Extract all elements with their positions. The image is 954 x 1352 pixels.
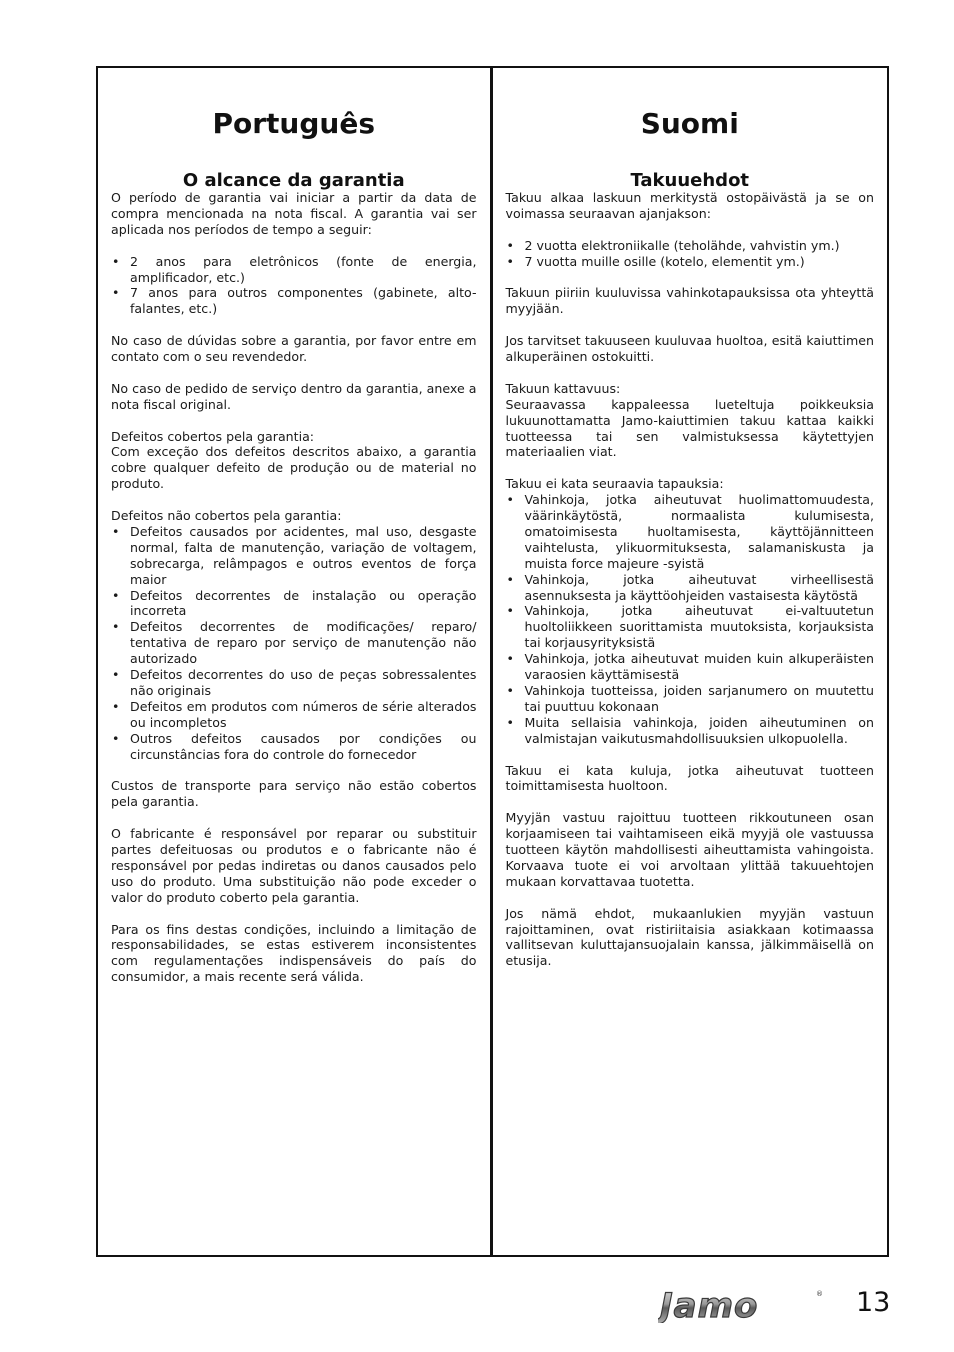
spacer	[506, 747, 875, 763]
bullet-list	[111, 254, 477, 318]
bullet-item: • Vahinkoja, jotka aiheutuvat huolimattomuudesta, väärinkäytöstä, normaalista kulumisesta, omatoimisesta huoltamisesta, käyttöjännitteen vaihtelusta, ylikuormituksesta, salamaniskusta ja muista force majeure -syistä	[506, 492, 875, 572]
bullet-item: • Defeitos decorrentes do uso de peças sobressalentes não originais	[111, 667, 477, 699]
paragraph: No caso de pedido de serviço dentro da garantia, anexe a nota fiscal original.	[111, 380, 477, 412]
spacer	[111, 763, 477, 779]
spacer	[111, 413, 477, 429]
bullet-item: • 7 anos para outros componentes (gabinete, alto-falantes, etc.)	[111, 285, 477, 317]
paragraph: Myyjän vastuu rajoittuu tuotteen rikkoutuneen osan korjaamiseen tai vaihtamiseen eikä myyjä ole vastuussa tuotteen käytön mahdollisesti aiheuttamista vahingoista. Korvaava tuote ei voi arvoltaan ylittää takuuehtojen mukaan korvattavaa tuotetta.	[505, 810, 874, 889]
warranty-frame	[96, 66, 889, 1257]
spacer	[111, 238, 477, 254]
paragraph: O período de garantia vai iniciar a partir da data de compra mencionada na nota fiscal. A garantia vai ser aplicada nos períodos de tempo a seguir:	[111, 190, 477, 237]
paragraph: Takuu ei kata kuluja, jotka aiheutuvat tuotteen toimittamisesta huoltoon.	[505, 762, 874, 794]
bullet-item: • Vahinkoja, jotka aiheutuvat muiden kuin alkuperäisten varaosien käyttämisestä	[506, 651, 875, 683]
bullet-item: • Defeitos em produtos com números de série alterados ou incompletos	[111, 699, 477, 731]
finnish-column	[493, 68, 888, 1255]
spacer	[506, 270, 875, 286]
bullet-item: • 2 vuotta elektroniikalle (teholähde, vahvistin ym.)	[506, 238, 875, 254]
paragraph: Takuun piiriin kuuluvissa vahinkotapauksissa ota yhteyttä myyjään.	[505, 285, 874, 317]
paragraph: Custos de transporte para serviço não estão cobertos pela garantia.	[111, 778, 477, 810]
portuguese-column	[98, 68, 493, 1255]
spacer	[506, 890, 875, 906]
paragraph: Para os fins destas condições, incluindo a limitação de responsabilidades, se estas estiverem inconsistentes com regulamentações indispensáveis do país do consumidor, a mais recente será válida.	[111, 921, 477, 985]
bullet-list	[111, 524, 477, 763]
bullet-item: • Vahinkoja, jotka aiheutuvat ei-valtuutetun huoltoliikkeen suorittamista muutoksista, korjauksista tai korjausyrityksistä	[506, 603, 875, 651]
spacer	[111, 906, 477, 922]
paragraph: O fabricante é responsável por reparar ou substituir partes defeituosas ou produtos e o fabricante não é responsável por pedas indiretas ou danos causados pelo uso do produto. Uma substituição não pode exceder o valor do produto coberto pela garantia.	[111, 826, 477, 905]
jamo-logo	[658, 1287, 824, 1327]
finnish-body	[506, 190, 875, 969]
spacer	[111, 317, 477, 333]
paragraph: Defeitos cobertos pela garantia:	[111, 428, 315, 444]
paragraph: Jos nämä ehdot, mukaanlukien myyjän vastuun rajoittaminen, ovat ristiriitaisia asiakkaan kotimaassa vallitsevan kuluttajansuojalain kanssa, jälkimmäisellä on etusija.	[505, 905, 874, 969]
spacer	[506, 222, 875, 238]
spacer	[506, 317, 875, 333]
bullet-item: • Vahinkoja tuotteissa, joiden sarjanumero on muutettu tai puuttuu kokonaan	[506, 683, 875, 715]
paragraph: Jos tarvitset takuuseen kuuluvaa huoltoa, esitä kaiuttimen alkuperäinen ostokuitti.	[505, 333, 874, 365]
bullet-item: • Outros defeitos causados por condições ou circunstâncias fora do controle do fornecedor	[111, 731, 477, 763]
paragraph: Seuraavassa kappaleessa lueteltuja poikkeuksia lukuunottamatta Jamo-kaiuttimien takuu kattaa kaikki tuotteessa tai sen valmistuksessa käytettyjen materiaalien viat.	[505, 396, 874, 460]
jamo-logo-mark	[658, 1287, 824, 1323]
bullet-list	[506, 238, 875, 270]
spacer	[506, 460, 875, 476]
paragraph: Takuun kattavuus:	[505, 380, 621, 396]
bullet-list	[506, 492, 875, 747]
paragraph: Defeitos não cobertos pela garantia:	[111, 508, 342, 524]
spacer	[111, 810, 477, 826]
spacer	[506, 365, 875, 381]
page-number: 13	[856, 1287, 891, 1318]
bullet-item: • Defeitos causados por acidentes, mal uso, desgaste normal, falta de manutenção, variação de voltagem, sobrecarga, relâmpagos e outros eventos de força maior	[111, 524, 477, 588]
svg-text:®: ®	[816, 1290, 823, 1298]
paragraph: Com exceção dos defeitos descritos abaixo, a garantia cobre qualquer defeito de produção ou de material no produto.	[111, 444, 477, 492]
portuguese-heading: O alcance da garantia	[182, 170, 405, 191]
bullet-item: • 7 vuotta muille osille (kotelo, elementit ym.)	[506, 254, 875, 270]
bullet-item: • 2 anos para eletrônicos (fonte de energia, amplificador, etc.)	[111, 254, 477, 286]
bullet-item: • Defeitos decorrentes de instalação ou operação incorreta	[111, 588, 477, 620]
portuguese-title: Português	[212, 107, 376, 140]
finnish-title: Suomi	[640, 107, 739, 140]
paragraph: Takuu alkaa laskuun merkitystä ostopäivästä ja se on voimassa seuraavan ajanjakson:	[505, 190, 874, 221]
spacer	[111, 492, 477, 508]
svg-text:Jamo: Jamo	[660, 1287, 759, 1323]
bullet-item: • Defeitos decorrentes de modificações/ reparo/ tentativa de reparo por serviço de manutenção não autorizado	[111, 619, 477, 667]
portuguese-body	[111, 190, 477, 985]
bullet-item: • Muita sellaisia vahinkoja, joiden aiheutuminen on valmistajan vaikutusmahdollisuuksien ulkopuolella.	[506, 715, 875, 747]
spacer	[506, 794, 875, 810]
spacer	[111, 365, 477, 381]
finnish-heading: Takuuehdot	[630, 170, 750, 191]
paragraph: Takuu ei kata seuraavia tapauksia:	[505, 476, 724, 492]
bullet-item: • Vahinkoja, jotka aiheutuvat virheellisestä asennuksesta ja käyttöohjeiden vastaisesta käytöstä	[506, 572, 875, 604]
paragraph: No caso de dúvidas sobre a garantia, por favor entre em contato com o seu revendedor.	[111, 333, 477, 365]
